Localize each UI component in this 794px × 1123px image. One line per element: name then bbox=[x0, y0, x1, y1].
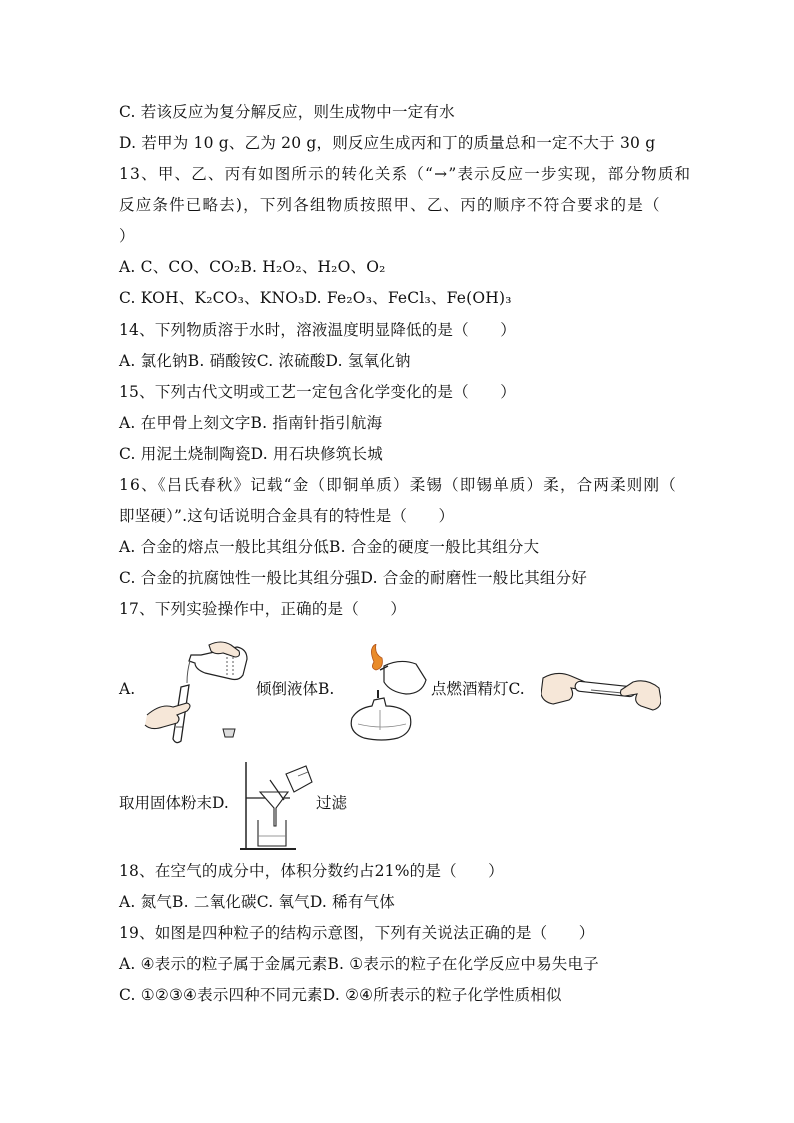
option-d-caption: 过滤 bbox=[316, 794, 348, 812]
text-line: A. ④表示的粒子属于金属元素B. ①表示的粒子在化学反应中易失电子 bbox=[119, 955, 599, 973]
question-18-stem: 18、在空气的成分中，体积分数约占21%的是（ ） bbox=[119, 862, 504, 880]
option-a-caption: 倾倒液体B. bbox=[256, 680, 335, 698]
text-line: A. 在甲骨上刻文字B. 指南针指引航海 bbox=[119, 414, 383, 432]
option-a-label: A. bbox=[119, 680, 136, 698]
text-line: A. C、CO、CO₂B. H₂O₂、H₂O、O₂ bbox=[119, 258, 386, 276]
text-line: C. ①②③④表示四种不同元素D. ②④所表示的粒子化学性质相似 bbox=[119, 986, 562, 1004]
lighting-alcohol-lamp-illustration bbox=[344, 644, 430, 742]
text-line: C. KOH、K₂CO₃、KNO₃D. Fe₂O₃、FeCl₃、Fe(OH)₃ bbox=[119, 289, 512, 307]
question-14-stem: 14、下列物质溶于水时，溶液温度明显降低的是（ ） bbox=[119, 321, 516, 339]
text-line: A. 合金的熔点一般比其组分低B. 合金的硬度一般比其组分大 bbox=[119, 538, 540, 556]
text-line: C. 用泥土烧制陶瓷D. 用石块修筑长城 bbox=[119, 445, 383, 463]
text-line: 即坚硬）”.这句话说明合金具有的特性是（ ） bbox=[119, 507, 455, 525]
text-line: C. 合金的抗腐蚀性一般比其组分强D. 合金的耐磨性一般比其组分好 bbox=[119, 569, 587, 587]
question-15-stem: 15、下列古代文明或工艺一定包含化学变化的是（ ） bbox=[119, 383, 516, 401]
question-19-stem: 19、如图是四种粒子的结构示意图，下列有关说法正确的是（ ） bbox=[119, 924, 595, 942]
question-13-stem: 13、甲、乙、丙有如图所示的转化关系（“→”表示反应一步实现，部分物质和 bbox=[119, 165, 692, 183]
text-line: C. 若该反应为复分解反应，则生成物中一定有水 bbox=[119, 103, 455, 121]
text-line: 反应条件已略去)，下列各组物质按照甲、乙、丙的顺序不符合要求的是（ bbox=[119, 196, 661, 214]
pouring-liquid-illustration bbox=[143, 641, 255, 745]
taking-solid-powder-illustration bbox=[541, 668, 661, 718]
text-line: A. 氯化钠B. 硝酸铵C. 浓硫酸D. 氢氧化钠 bbox=[119, 352, 411, 370]
filtration-illustration bbox=[240, 760, 316, 852]
text-line: A. 氮气B. 二氧化碳C. 氧气D. 稀有气体 bbox=[119, 893, 395, 911]
text-line: ） bbox=[119, 227, 135, 245]
question-17-stem: 17、下列实验操作中，正确的是（ ） bbox=[119, 600, 407, 618]
option-b-caption: 点燃酒精灯C. bbox=[431, 680, 525, 698]
option-c-caption: 取用固体粉末D. bbox=[119, 794, 229, 812]
question-16-stem: 16、《吕氏春秋》记载“金（即铜单质）柔锡（即锡单质）柔，合两柔则刚（ bbox=[119, 476, 677, 494]
text-line: D. 若甲为 10 g、乙为 20 g，则反应生成丙和丁的质量总和一定不大于 30 g bbox=[119, 134, 656, 152]
